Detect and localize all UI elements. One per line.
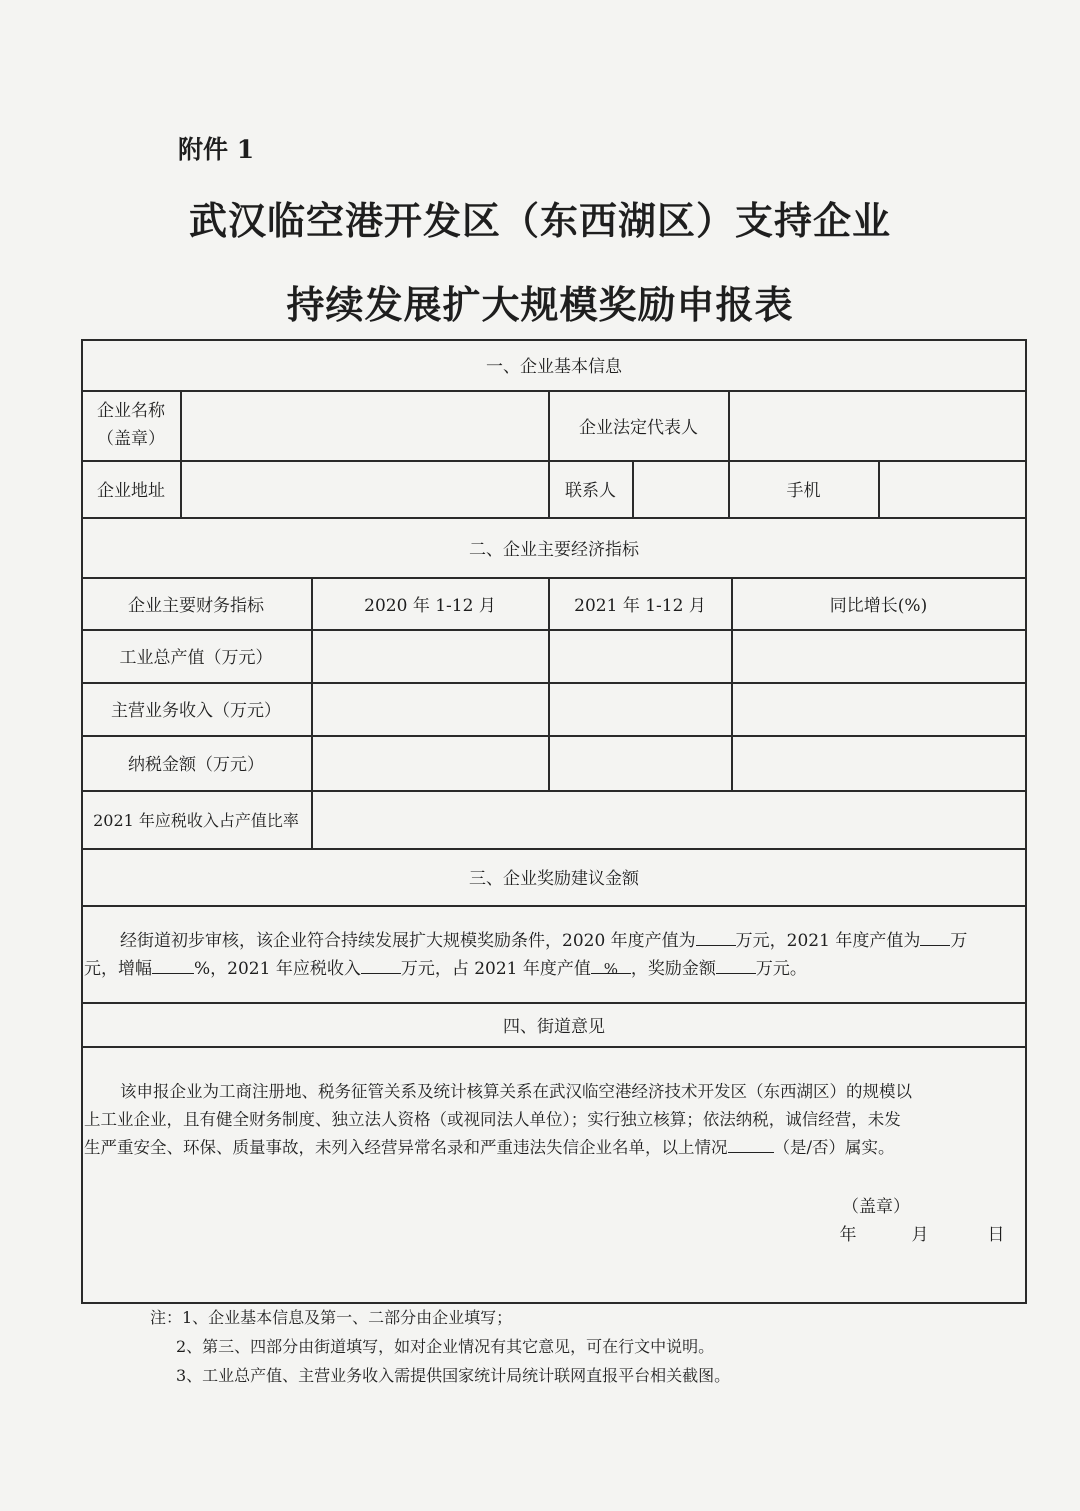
tax-amount-2021-field[interactable] [549, 735, 731, 790]
contact-field[interactable] [633, 460, 728, 517]
footnotes [150, 1303, 730, 1390]
column-header-2020: 2020 年 1-12 月 [364, 595, 496, 616]
row-label-tax-ratio: 2021 年应税收入占产值比率 [93, 810, 299, 830]
row-label-main-revenue: 主营业务收入（万元） [111, 701, 281, 721]
contact-label: 联系人 [565, 481, 616, 501]
confirm-blank[interactable] [728, 1134, 774, 1153]
taxable-income-blank[interactable] [361, 955, 401, 974]
footnote-3: 3、工业总产值、主营业务收入需提供国家统计局统计联网直报平台相关截图。 [176, 1366, 731, 1385]
company-name-label [81, 390, 181, 460]
phone-field[interactable] [879, 460, 1025, 517]
opinion-line-1: 该申报企业为工商注册地、税务征管关系及统计核算关系在武汉临空港经济技术开发区（东西湖区）的规模以 [120, 1082, 912, 1101]
form-title-line1: 武汉临空港开发区（东西湖区）支持企业 [188, 198, 891, 243]
phone-label: 手机 [786, 481, 821, 501]
legal-rep-field[interactable] [729, 390, 1025, 460]
tax-amount-growth-field[interactable] [732, 735, 1025, 790]
reward-text-8: ，奖励金额 [630, 959, 716, 979]
date-month-label: 月 [911, 1224, 929, 1245]
tax-ratio-field[interactable] [312, 790, 1025, 848]
attachment-label: 附件 1 [178, 135, 255, 164]
tax-amount-2020-field[interactable] [312, 735, 548, 790]
main-revenue-2021-field[interactable] [549, 682, 731, 735]
industrial-output-2021-field[interactable] [549, 629, 731, 682]
reward-text-3: 万 [950, 931, 968, 951]
industrial-output-growth-field[interactable] [732, 629, 1025, 682]
table-border-right [1025, 339, 1027, 1304]
reward-amount-blank[interactable] [716, 955, 756, 974]
reward-text-1: 经街道初步审核，该企业符合持续发展扩大规模奖励条件，2020 年度产值为 [120, 931, 696, 951]
opinion-line-3-end: （是/否）属实。 [773, 1138, 895, 1157]
column-header-2021: 2021 年 1-12 月 [574, 595, 706, 616]
form-title-line2: 持续发展扩大规模奖励申报表 [286, 282, 794, 327]
section2-heading: 二、企业主要经济指标 [469, 539, 639, 560]
reward-text-4: 元，增幅 [84, 959, 152, 979]
footnote-2: 2、第三、四部分由街道填写，如对企业情况有其它意见，可在行文中说明。 [176, 1337, 715, 1356]
opinion-line-2: 上工业企业，且有健全财务制度、独立法人资格（或视同法人单位）；实行独立核算；依法纳税，诚信经营，未发 [84, 1110, 901, 1129]
date-day-label: 日 [987, 1224, 1005, 1245]
reward-text-6: 万元，占 2021 年度产值 [400, 959, 591, 979]
address-label: 企业地址 [97, 481, 165, 501]
footnote-1: 注：1、企业基本信息及第一、二部分由企业填写； [150, 1308, 513, 1327]
reward-text-5: %，2021 年应税收入 [194, 959, 361, 979]
section4-heading: 四、街道意见 [503, 1016, 605, 1037]
growth-blank[interactable] [152, 955, 194, 974]
column-header-growth: 同比增长(%) [829, 595, 928, 616]
row-label-tax-amount: 纳税金额（万元） [128, 755, 264, 775]
company-name-label-text: 企业名称 [97, 401, 165, 421]
output-2021-blank[interactable] [920, 927, 950, 946]
ratio-percent-sign: % [603, 960, 619, 978]
reward-text-9: 万元。 [755, 959, 807, 979]
row-divider [81, 1046, 1027, 1048]
company-seal-label-text: （盖章） [97, 429, 165, 449]
row-label-industrial-output: 工业总产值（万元） [119, 648, 273, 668]
date-year-label: 年 [839, 1224, 857, 1245]
output-2020-blank[interactable] [696, 927, 736, 946]
seal-label: （盖章） [842, 1196, 910, 1217]
reward-amount-paragraph [84, 927, 1024, 983]
reward-text-2: 万元，2021 年度产值为 [735, 931, 921, 951]
street-opinion-paragraph [84, 1078, 1024, 1162]
address-field[interactable] [181, 460, 548, 517]
main-revenue-growth-field[interactable] [732, 682, 1025, 735]
industrial-output-2020-field[interactable] [312, 629, 548, 682]
legal-rep-label: 企业法定代表人 [579, 417, 698, 438]
opinion-line-3: 生严重安全、环保、质量事故，未列入经营异常名录和严重违法失信企业名单，以上情况 [84, 1138, 728, 1157]
company-name-field[interactable] [181, 390, 548, 460]
column-header-indicator: 企业主要财务指标 [128, 595, 264, 616]
main-revenue-2020-field[interactable] [312, 682, 548, 735]
ratio-percent[interactable] [591, 955, 631, 978]
section1-heading: 一、企业基本信息 [486, 357, 622, 377]
section3-heading: 三、企业奖励建议金额 [469, 869, 639, 889]
row-divider [81, 905, 1027, 907]
